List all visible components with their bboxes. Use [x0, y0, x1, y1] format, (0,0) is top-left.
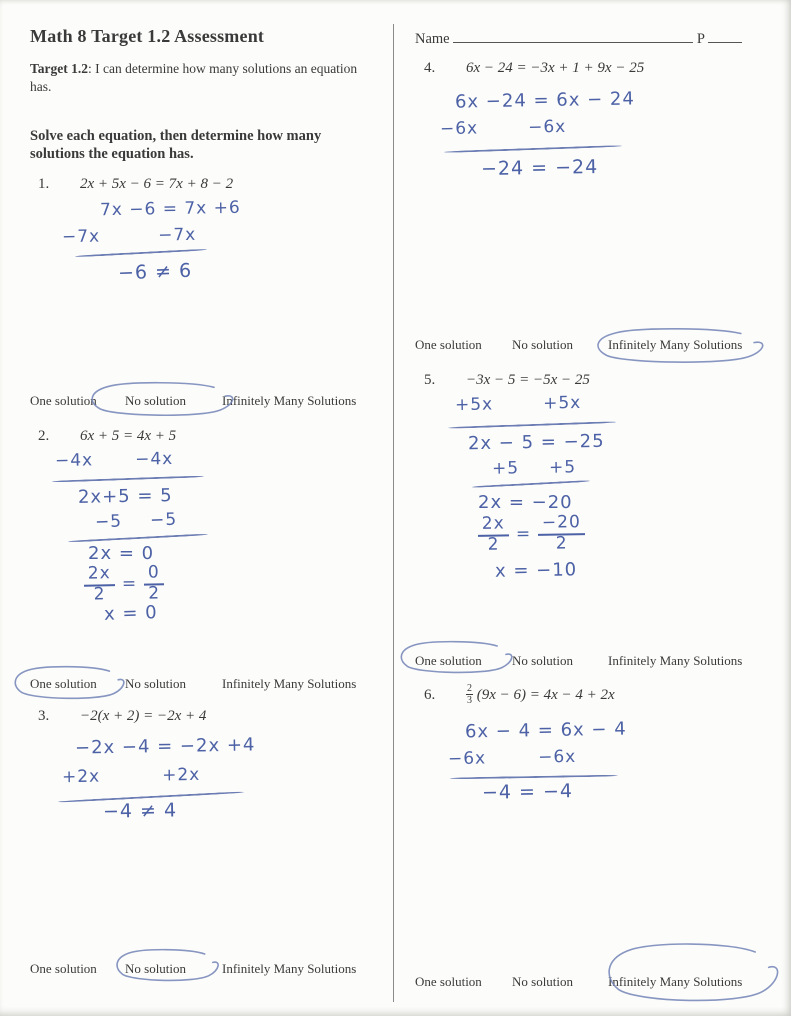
option-one-solution: One solution — [30, 676, 97, 691]
problem-2-number: 2. — [38, 428, 50, 444]
problem-1-equation: 2x + 5x − 6 = 7x + 8 − 2 — [80, 176, 234, 192]
p5-work-line-3 — [492, 457, 576, 478]
p5-frac2-num: −20 — [538, 514, 585, 536]
p6-sub-left: −6x — [447, 748, 487, 770]
option-infinitely-many: Infinitely Many Solutions — [222, 961, 357, 976]
p3-result: −4 ≠ 4 — [102, 799, 178, 823]
p6-answer-options — [415, 974, 775, 992]
p2-sub2-right: −5 — [149, 509, 178, 531]
p1-work-line-2 — [62, 225, 197, 247]
p2-fraction-left — [84, 565, 116, 604]
option-one-solution: One solution — [415, 974, 482, 989]
p2-sum-line-2 — [68, 533, 208, 542]
option-one-solution: One solution — [30, 393, 97, 408]
p2-sub2-left: −5 — [94, 511, 123, 533]
problem-3-number: 3. — [38, 708, 50, 724]
p2-sum-line-1 — [52, 475, 204, 482]
p6-eq-frac-den: 3 — [467, 695, 472, 706]
p2-frac2-den: 2 — [148, 583, 161, 604]
target-text: : I can determine how many solutions an equation has. — [30, 61, 358, 94]
name-period-row — [415, 28, 742, 48]
target-description — [30, 60, 360, 95]
problem-5 — [424, 372, 590, 389]
problem-4 — [424, 60, 644, 77]
problem-1 — [38, 176, 233, 193]
p4-sub-left: −6x — [439, 118, 479, 140]
p5-frac-equals: = — [515, 524, 532, 545]
p2-result: x = 0 — [103, 602, 158, 625]
p4-work-line-2 — [440, 117, 567, 139]
p5-work-line-2: 2x − 5 = −25 — [467, 430, 605, 455]
column-divider — [393, 24, 394, 1002]
p5-result: x = −10 — [494, 559, 578, 582]
option-infinitely-many: Infinitely Many Solutions — [222, 676, 357, 691]
p3-sub-right: +2x — [161, 764, 201, 786]
name-label: Name — [415, 31, 450, 47]
p2-work-line-4: 2x = 0 — [88, 543, 155, 564]
option-no-solution: No solution — [125, 393, 187, 408]
problem-3-equation: −2(x + 2) = −2x + 4 — [80, 708, 207, 724]
problem-2 — [38, 428, 176, 445]
p1-work-sub-right: −7x — [157, 224, 197, 246]
problem-4-equation: 6x − 24 = −3x + 1 + 9x − 25 — [466, 60, 645, 76]
problem-6-equation — [466, 683, 615, 706]
p5-sub-left: +5x — [454, 394, 494, 416]
option-no-solution: No solution — [512, 653, 574, 668]
p5-frac1-den: 2 — [487, 534, 500, 555]
p2-frac2-num: 0 — [144, 564, 164, 585]
problem-1-number: 1. — [38, 176, 50, 192]
p6-printed-fraction — [466, 683, 473, 706]
period-label: P — [696, 31, 705, 47]
p1-work-line-1: 7x −6 = 7x +6 — [99, 197, 241, 221]
problem-6-number: 6. — [424, 687, 436, 703]
p5-sum-line-2 — [472, 480, 590, 488]
problem-2-equation: 6x + 5 = 4x + 5 — [80, 428, 177, 444]
p1-work-sub-left: −7x — [61, 226, 101, 248]
option-infinitely-many: Infinitely Many Solutions — [222, 393, 357, 408]
p4-answer-options — [415, 337, 775, 355]
p6-work-line-2 — [448, 747, 577, 769]
p3-work-line-1: −2x −4 = −2x +4 — [74, 734, 256, 759]
p5-frac2-den: 2 — [555, 533, 568, 554]
p4-sub-right: −6x — [527, 116, 567, 138]
p5-work-line-1 — [455, 393, 582, 415]
p6-equation-rest: (9x − 6) = 4x − 4 + 2x — [476, 687, 615, 703]
problem-6 — [424, 683, 615, 706]
p4-result: −24 = −24 — [480, 155, 599, 181]
option-no-solution: No solution — [512, 974, 574, 989]
p6-result: −4 = −4 — [481, 780, 574, 804]
p5-work-line-4: 2x = −20 — [478, 492, 573, 513]
problem-4-number: 4. — [424, 60, 436, 76]
p2-sub-right: −4x — [134, 448, 174, 470]
p5-fraction-step — [478, 514, 586, 555]
p2-fraction-right — [144, 564, 165, 603]
option-one-solution: One solution — [30, 961, 97, 976]
p5-fraction-left — [478, 515, 510, 554]
p2-frac-equals: = — [121, 574, 138, 595]
p3-answer-options — [30, 961, 380, 979]
p6-work-line-1: 6x − 4 = 6x − 4 — [464, 718, 627, 743]
p5-sub-right: +5x — [542, 392, 582, 414]
period-blank — [708, 28, 742, 43]
target-label: Target 1.2 — [30, 61, 88, 76]
p6-sub-right: −6x — [537, 746, 577, 768]
page-title: Math 8 Target 1.2 Assessment — [30, 26, 265, 46]
problem-3 — [38, 708, 206, 725]
p2-work-line-2: 2x+5 = 5 — [77, 485, 173, 508]
option-no-solution: No solution — [125, 676, 187, 691]
p3-work-line-2 — [62, 765, 201, 787]
p6-eq-frac-num: 2 — [467, 683, 472, 694]
option-no-solution: No solution — [512, 337, 574, 352]
p2-work-line-1 — [55, 449, 174, 471]
p2-answer-options — [30, 676, 380, 694]
option-infinitely-many: Infinitely Many Solutions — [608, 653, 743, 668]
p4-work-line-1: 6x −24 = 6x − 24 — [454, 88, 636, 113]
option-infinitely-many: Infinitely Many Solutions — [608, 337, 743, 352]
name-blank — [453, 28, 693, 43]
p2-sub-left: −4x — [54, 450, 94, 472]
problem-5-equation: −3x − 5 = −5x − 25 — [466, 372, 590, 388]
option-infinitely-many: Infinitely Many Solutions — [608, 974, 743, 989]
p3-sub-left: +2x — [61, 766, 101, 788]
p4-sum-line — [444, 145, 622, 153]
problem-5-number: 5. — [424, 372, 436, 388]
p2-frac1-den: 2 — [93, 584, 106, 605]
instructions: Solve each equation, then determine how many solutions the equation has. — [30, 128, 322, 163]
p5-answer-options — [415, 653, 775, 671]
p5-frac1-num: 2x — [478, 515, 509, 536]
p5-sub2-left: +5 — [491, 458, 520, 479]
p6-sum-line — [450, 775, 618, 780]
p2-work-line-3 — [95, 510, 178, 533]
option-no-solution: No solution — [125, 961, 187, 976]
option-one-solution: One solution — [415, 337, 482, 352]
p5-fraction-right — [538, 514, 586, 553]
p1-result: −6 ≠ 6 — [117, 259, 193, 285]
p1-answer-options — [30, 393, 380, 411]
p5-sub2-right: +5 — [548, 457, 577, 478]
p1-sum-line — [75, 249, 207, 258]
p2-fraction-step — [84, 564, 165, 604]
p2-frac1-num: 2x — [84, 565, 115, 586]
p5-sum-line-1 — [448, 421, 616, 429]
option-one-solution: One solution — [415, 653, 482, 668]
